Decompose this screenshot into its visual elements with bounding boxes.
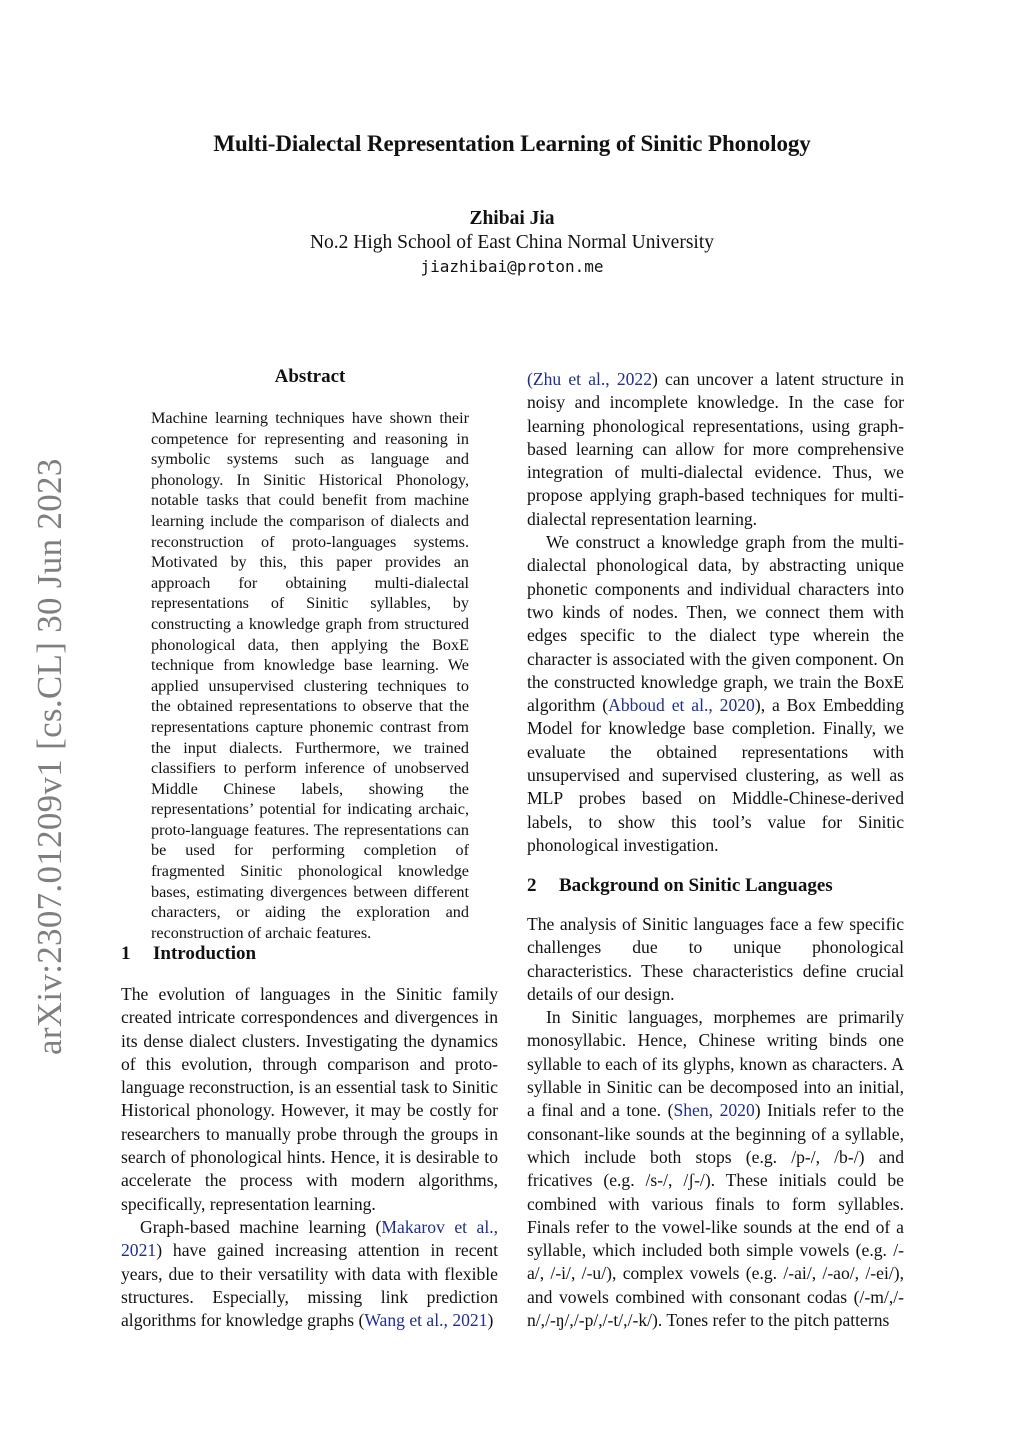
intro-p2-text-a: Graph-based machine learning ( bbox=[140, 1216, 382, 1237]
section-number: 1 bbox=[121, 943, 131, 964]
section-heading-introduction bbox=[121, 943, 256, 965]
intro-paragraph-1: The evolution of languages in the Sinitic family created intricate correspondences and divergences in its dense dialect clusters. Investigating the dynamics of this evolution, through comparison and proto-language reconstruction, is an essential task to Sinitic Historical phonology. However, it may be costly for researchers to manually probe through the groups in search of phonological hints. Hence, it is desirable to accelerate the process with modern algorithms, specifically, representation learning. bbox=[121, 984, 498, 1214]
intro-paragraph-2 bbox=[121, 1216, 498, 1332]
right-p1-text: ) can uncover a latent structure in noisy and incomplete knowledge. In the case for learning phonological representations, using graph-based learning can allow for more comprehensive integration of multi-dialectal evidence. Thus, we propose applying graph-based techniques for multi-dialectal representation learning. bbox=[527, 369, 904, 529]
right-paragraph-1 bbox=[527, 368, 904, 531]
left-column-body bbox=[121, 983, 498, 1332]
background-p2-text-b: ) Initials refer to the consonant-like sounds at the beginning of a syllable, which include both stops (e.g. /p-/, /b-/) and fricatives (e.g. /s-/, /ʃ-/). These initials could be combined with various finals to form syllables. Finals refer to the vowel-like sounds at the end of a syllable, which included both simple vowels (e.g. /-a/, /-i/, /-u/), complex vowels (e.g. /-ai/, /-ao/, /-ei/), and vowels combined with consonant codas (/-m/,/-n/,/-ŋ/,/-p/,/-t/,/-k/). Tones refer to the pitch patterns bbox=[527, 1100, 904, 1331]
right-paragraph-2 bbox=[527, 531, 904, 857]
author-name: Zhibai Jia bbox=[469, 208, 555, 229]
citation-link[interactable]: Zhu et al., 2022 bbox=[532, 369, 653, 389]
author-email: jiazhibai@proton.me bbox=[420, 257, 604, 276]
background-paragraph-1: The analysis of Sinitic languages face a few specific challenges due to unique phonological characteristics. These characteristics define crucial details of our design. bbox=[527, 914, 904, 1004]
right-column-background bbox=[527, 913, 904, 1332]
citation-link[interactable]: Wang et al., 2021 bbox=[364, 1310, 488, 1331]
citation-link[interactable]: Shen, 2020 bbox=[673, 1100, 755, 1121]
author-block bbox=[0, 207, 1024, 279]
right-p2-text-a: We construct a knowledge graph from the multi-dialectal phonological data, by abstracting unique phonetic components and individual characters into two kinds of nodes. Then, we connect them with edges specific to the dialect type wherein the character is associated with the given component. On the constructed knowledge graph, we train the BoxE algorithm ( bbox=[527, 532, 904, 716]
section-title: Background on Sinitic Languages bbox=[559, 875, 833, 896]
arxiv-stamp: arXiv:2307.01209v1 [cs.CL] 30 Jun 2023 bbox=[30, 458, 69, 1055]
citation-link[interactable]: Makarov et al., 2021 bbox=[121, 1216, 498, 1261]
abstract-heading: Abstract bbox=[274, 366, 346, 387]
author-affiliation: No.2 High School of East China Normal University bbox=[309, 232, 715, 253]
background-p2-text-a: In Sinitic languages, morphemes are primarily monosyllabic. Hence, Chinese writing binds one syllable to each of its glyphs, known as characters. A syllable in Sinitic can be decomposed into an initial, a final and a tone. ( bbox=[527, 1007, 904, 1121]
intro-p2-text-c: ) bbox=[487, 1310, 494, 1331]
right-column-top bbox=[527, 368, 904, 857]
section-title: Introduction bbox=[153, 943, 257, 964]
abstract-text: Machine learning techniques have shown their competence for representing and reasoning in symbolic systems such as language and phonology. In Sinitic Historical Phonology, notable tasks that could benefit from machine learning include the comparison of dialects and reconstruction of proto-languages systems. Motivated by this, this paper provides an approach for obtaining multi-dialectal representations of Sinitic syllables, by constructing a knowledge graph from structured phonological data, then applying the BoxE technique from knowledge base learning. We applied unsupervised clustering techniques to the obtained representations to observe that the representations capture phonemic contrast from the input dialects. Furthermore, we trained classifiers to perform inference of unobserved Middle Chinese labels, showing the representations’ potential for indicating archaic, proto-language features. The representations can be used for performing completion of fragmented Sinitic phonological knowledge bases, estimating divergences between different characters, or aiding the exploration and reconstruction of archaic features. bbox=[151, 409, 469, 942]
section-number: 2 bbox=[527, 875, 537, 896]
paper-title: Multi-Dialectal Representation Learning of Sinitic Phonology bbox=[213, 131, 811, 156]
intro-p2-text-b: ) have gained increasing attention in recent years, due to their versatility with data with flexible structures. Especially, missing link prediction algorithms for knowledge graphs ( bbox=[121, 1240, 498, 1331]
citation-link[interactable]: Abboud et al., 2020 bbox=[608, 695, 755, 716]
citation-open-paren: ( bbox=[527, 369, 533, 389]
section-heading-background bbox=[527, 875, 833, 897]
right-p2-text-b: ), a Box Embedding Model for knowledge base completion. Finally, we evaluate the obtained representations with unsupervised and supervised clustering, as well as MLP probes based on Middle-Chinese-derived labels, to show this tool’s value for Sinitic phonological investigation. bbox=[527, 695, 904, 855]
background-paragraph-2 bbox=[527, 1006, 904, 1332]
